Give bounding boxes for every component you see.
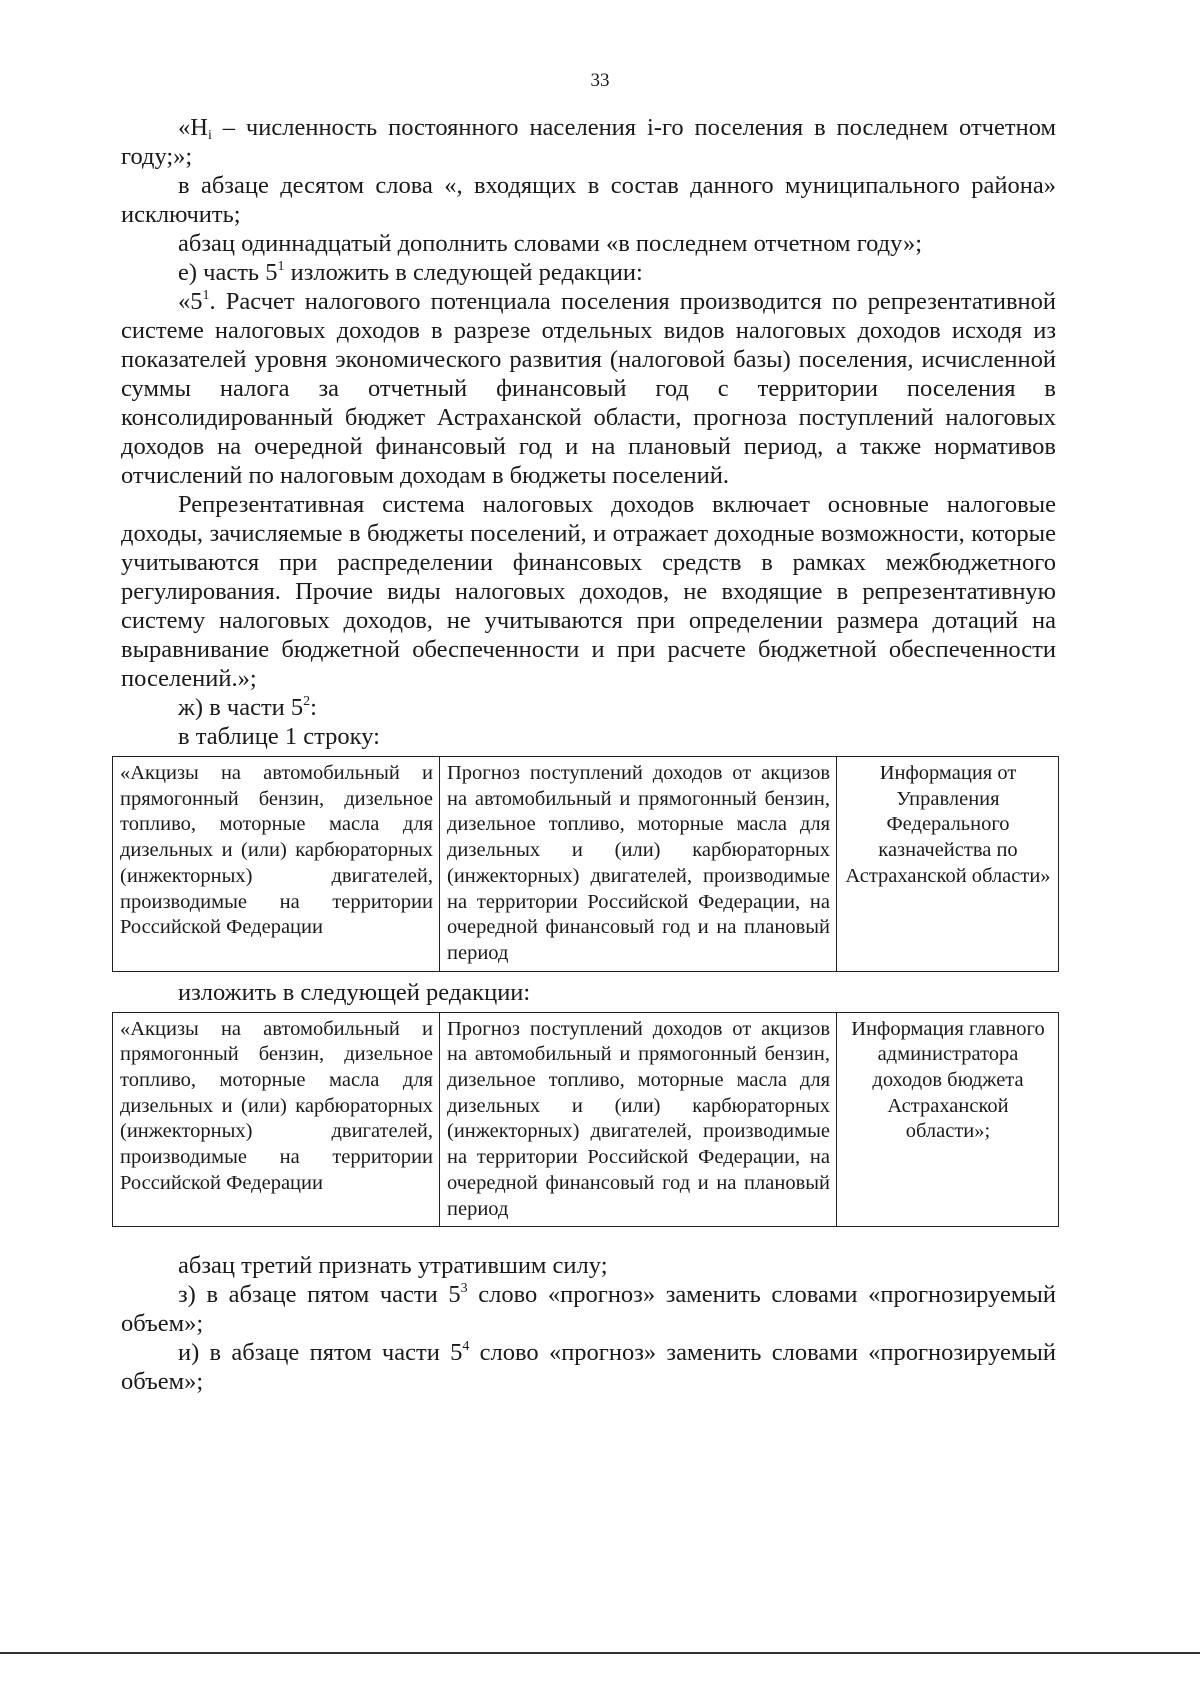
table-row [113, 757, 1059, 972]
paragraph-abzac-3-void: абзац третий признать утратившим силу; [178, 1252, 608, 1280]
paragraph-part-5-3: з) в абзаце пятом части $5^3$ слово «прогноз» заменить словами «прогнозируемый объем»; [121, 1281, 1056, 1338]
paragraph-part-5-1-heading: е) часть $5^1$ изложить в следующей редакции: [178, 259, 643, 286]
table-cell-tax-name: «Акцизы на автомобильный и прямогонный бензин, дизельное топливо, моторные масла для дизельных и (или) карбюраторных (инжекторных) двигателей, производимые на территории Российской Федерации [113, 1012, 440, 1227]
table-old-row [112, 756, 1059, 972]
paragraph-part-5-1-text: «$5^1$. Расчет налогового потенциала поселения производится по репрезентативной системе налоговых доходов в разрезе отдельных видов налоговых доходов исходя из показателей уровня экономического развития (налоговой базы) поселения, исчисленной суммы налога за отчетный финансовый год с территории поселения в консолидированный бюджет Астраханской области, прогноза поступлений налоговых доходов на очередной финансовый год и на плановый период, а также нормативов отчислений по налоговым доходам в бюджеты поселений. [121, 288, 1056, 489]
paragraph-hi-definition: «$Н_i$ – численность постоянного населения i-го поселения в последнем отчетном году;»; [121, 114, 1056, 170]
table-row [113, 1012, 1059, 1227]
paragraph-table-1-row: в таблице 1 строку: [178, 723, 380, 750]
bottom-rule [0, 1652, 1200, 1654]
paragraph-part-5-2-heading: ж) в части $5^2$: [178, 694, 317, 721]
paragraph-representative-system: Репрезентативная система налоговых доходов включает основные налоговые доходы, зачисляемые в бюджеты поселений, и отражает доходные возможности, которые учитываются при распределении финансовых средств в рамках межбюджетного регулирования. Прочие виды налоговых доходов, не входящие в репрезентативную систему налоговых доходов, не учитываются при определении размера дотаций на выравнивание бюджетной обеспеченности и при расчете бюджетной обеспеченности поселений.»; [121, 491, 1056, 692]
table-cell-source: Информация главного администратора доходов бюджета Астраханской области»; [837, 1012, 1059, 1227]
table-cell-source: Информация от Управления Федерального казначейства по Астраханской области» [837, 757, 1059, 972]
paragraph-abzac-11: абзац одиннадцатый дополнить словами «в последнем отчетном году»; [178, 230, 923, 257]
table-cell-forecast: Прогноз поступлений доходов от акцизов на автомобильный и прямогонный бензин, дизельное топливо, моторные масла для дизельных и (или) карбюраторных (инжекторных) двигателей, производимые на территории Российской Федерации, на очередной финансовый год и на плановый период [440, 757, 837, 972]
paragraph-new-wording: изложить в следующей редакции: [178, 978, 531, 1006]
page-number: 33 [590, 70, 610, 91]
table-new-row [112, 1012, 1059, 1228]
paragraph-part-5-4: и) в абзаце пятом части $5^4$ слово «прогноз» заменить словами «прогнозируемый объем»; [121, 1339, 1056, 1396]
table-cell-tax-name: «Акцизы на автомобильный и прямогонный бензин, дизельное топливо, моторные масла для дизельных и (или) карбюраторных (инжекторных) двигателей, производимые на территории Российской Федерации [113, 757, 440, 972]
paragraph-abzac-10: в абзаце десятом слова «, входящих в состав данного муниципального района» исключить; [121, 172, 1056, 228]
document-body [121, 113, 1056, 1396]
table-cell-forecast: Прогноз поступлений доходов от акцизов на автомобильный и прямогонный бензин, дизельное топливо, моторные масла для дизельных и (или) карбюраторных (инжекторных) двигателей, производимые на территории Российской Федерации, на очередной финансовый год и на плановый период [440, 1012, 837, 1227]
